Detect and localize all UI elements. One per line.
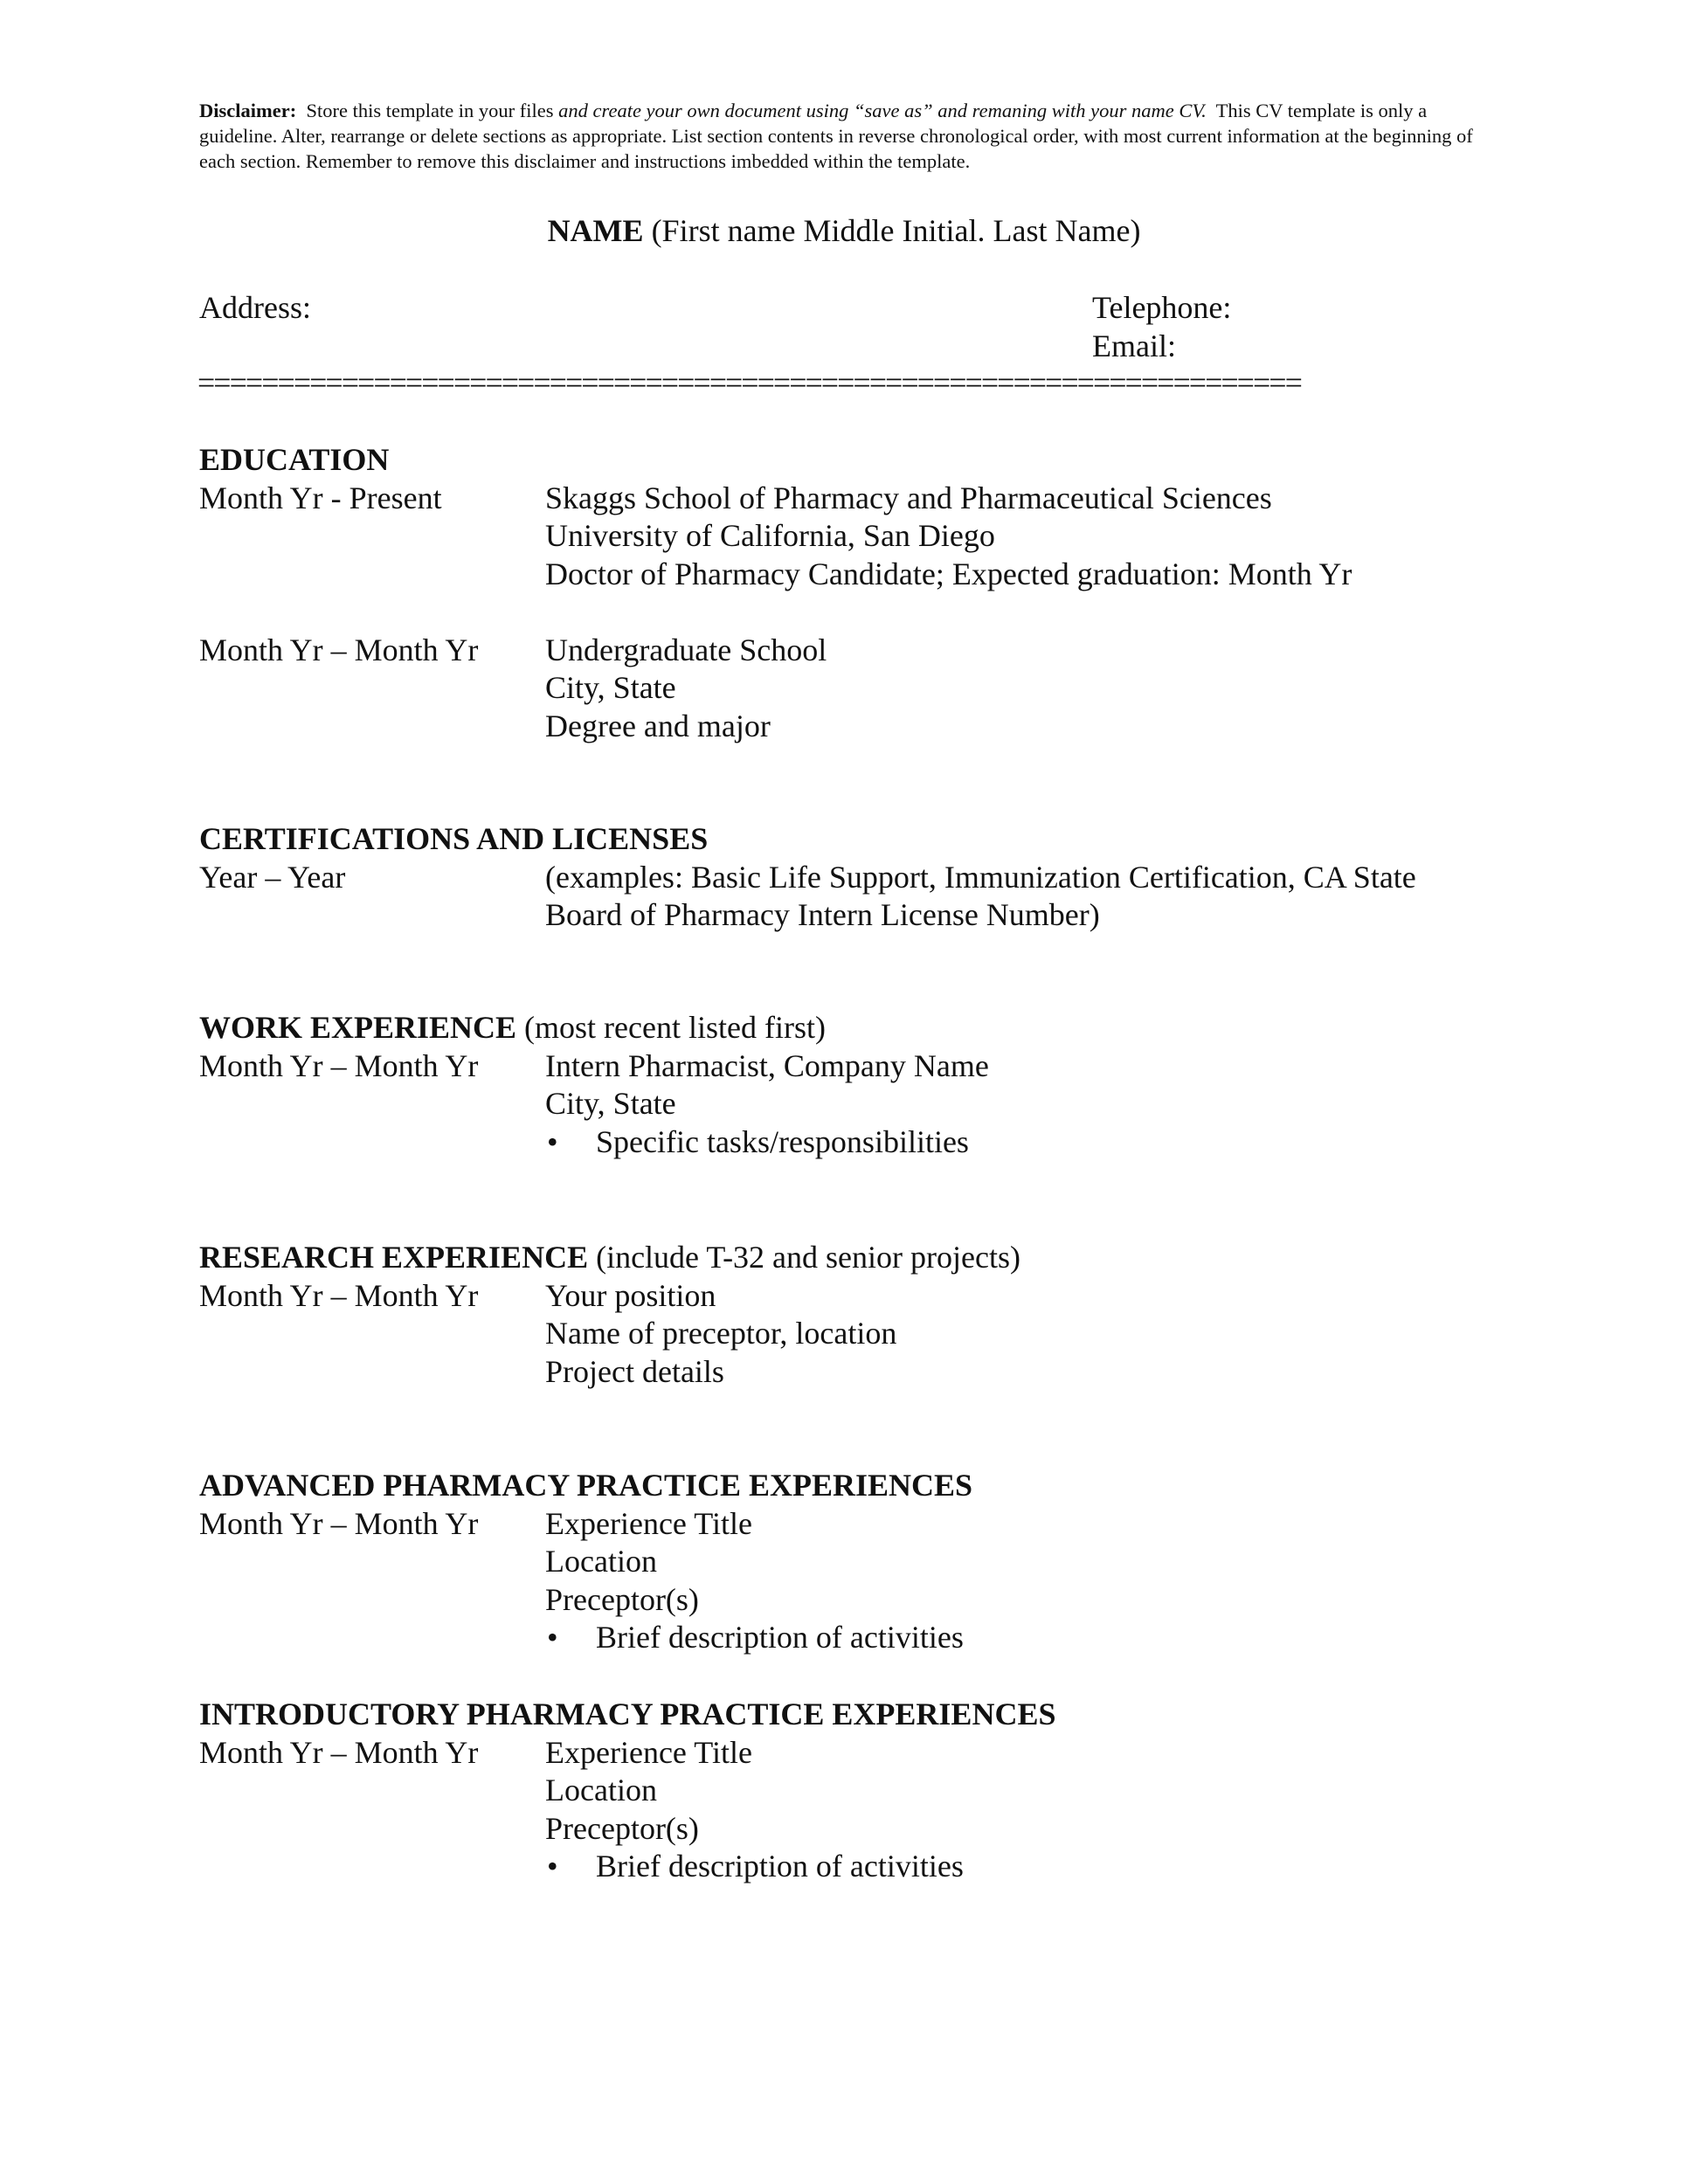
work-position: Intern Pharmacist, Company Name [545, 1047, 989, 1083]
ippe-section [199, 1696, 1492, 1886]
email-label: Email: [1092, 328, 1176, 363]
education-school: Skaggs School of Pharmacy and Pharmaceutical Sciences [545, 480, 1272, 515]
education-degree: Degree and major [545, 708, 771, 743]
work-location: City, State [545, 1086, 676, 1121]
certifications-details [545, 859, 1492, 935]
disclaimer-text-3: This CV template is only a guideline. Alter, rearrange or delete sections as appropriate. List section contents in reverse chronological order, with most current information at the beginning of each section. Remember to remove this disclaimer and instructions imbedded within the template. [199, 100, 1473, 172]
contact-left-block [199, 288, 311, 327]
disclaimer-text-2: and create your own document using “save as” and remaning with your name CV. [558, 100, 1207, 121]
research-experience-section [199, 1239, 1492, 1391]
certifications-section [199, 820, 1492, 935]
appe-entry-dates: Month Yr – Month Yr [199, 1505, 479, 1541]
education-section [199, 441, 1492, 745]
work-experience-note: (most recent listed first) [524, 1010, 826, 1045]
ippe-description: Brief description of activities [596, 1849, 964, 1883]
education-entry-dates: Month Yr – Month Yr [199, 632, 479, 667]
list-item [545, 1123, 1492, 1162]
education-entry-details [545, 632, 1492, 746]
appe-entry-details [545, 1505, 1492, 1657]
certifications-line: Board of Pharmacy Intern License Number) [545, 897, 1100, 932]
disclaimer-paragraph [199, 98, 1492, 174]
name-heading [0, 211, 1688, 250]
education-school: Undergraduate School [545, 632, 827, 667]
bullet-icon: • [547, 1849, 558, 1883]
work-task: Specific tasks/responsibilities [596, 1123, 969, 1159]
research-experience-title [199, 1239, 1492, 1277]
name-instructions: (First name Middle Initial. Last Name) [651, 213, 1141, 248]
work-experience-heading: WORK EXPERIENCE [199, 1010, 517, 1045]
work-entry-dates: Month Yr – Month Yr [199, 1047, 479, 1083]
telephone-label: Telephone: [1092, 290, 1232, 325]
appe-preceptors: Preceptor(s) [545, 1581, 699, 1617]
name-label: NAME [547, 213, 644, 248]
education-entry [199, 480, 1492, 594]
disclaimer-label: Disclaimer: [199, 100, 297, 121]
appe-section [199, 1467, 1492, 1657]
bullet-icon: • [547, 1620, 558, 1655]
appe-location: Location [545, 1544, 657, 1579]
appe-title: ADVANCED PHARMACY PRACTICE EXPERIENCES [199, 1468, 973, 1503]
address-label: Address: [199, 290, 311, 325]
appe-description: Brief description of activities [596, 1620, 964, 1655]
education-degree: Doctor of Pharmacy Candidate; Expected graduation: Month Yr [545, 556, 1352, 591]
work-entry-details [545, 1047, 1492, 1162]
certifications-dates: Year – Year [199, 859, 346, 895]
contact-right-block [1092, 288, 1231, 365]
ippe-entry-dates: Month Yr – Month Yr [199, 1734, 479, 1770]
list-item [545, 1619, 1492, 1657]
ippe-experience-title: Experience Title [545, 1734, 752, 1770]
ippe-entry-details [545, 1734, 1492, 1886]
ippe-preceptors: Preceptor(s) [545, 1810, 699, 1846]
education-entry-details [545, 480, 1492, 594]
ippe-title: INTRODUCTORY PHARMACY PRACTICE EXPERIENCES [199, 1697, 1056, 1731]
header-divider: ===================================================================== [197, 365, 1301, 400]
work-experience-title [199, 1009, 1492, 1047]
ippe-entry [199, 1734, 1492, 1886]
appe-entry [199, 1505, 1492, 1657]
list-item [545, 1848, 1492, 1886]
research-project: Project details [545, 1353, 724, 1389]
education-entry-dates: Month Yr - Present [199, 480, 442, 515]
research-experience-note: (include T-32 and senior projects) [596, 1240, 1020, 1275]
certifications-entry [199, 859, 1492, 935]
education-location: City, State [545, 670, 676, 705]
research-preceptor: Name of preceptor, location [545, 1316, 897, 1351]
ippe-location: Location [545, 1773, 657, 1807]
education-university: University of California, San Diego [545, 518, 995, 553]
research-experience-heading: RESEARCH EXPERIENCE [199, 1240, 589, 1275]
education-title: EDUCATION [199, 442, 390, 477]
disclaimer-text-1: Store this template in your files [306, 100, 554, 121]
education-entry [199, 632, 1492, 746]
research-entry [199, 1277, 1492, 1392]
research-entry-details [545, 1277, 1492, 1392]
bullet-icon: • [547, 1123, 558, 1159]
certifications-title: CERTIFICATIONS AND LICENSES [199, 821, 709, 856]
certifications-line: (examples: Basic Life Support, Immunization Certification, CA State [545, 859, 1416, 895]
work-entry [199, 1047, 1492, 1162]
appe-experience-title: Experience Title [545, 1505, 752, 1541]
research-position: Your position [545, 1277, 716, 1313]
work-experience-section [199, 1009, 1492, 1161]
research-entry-dates: Month Yr – Month Yr [199, 1277, 479, 1313]
